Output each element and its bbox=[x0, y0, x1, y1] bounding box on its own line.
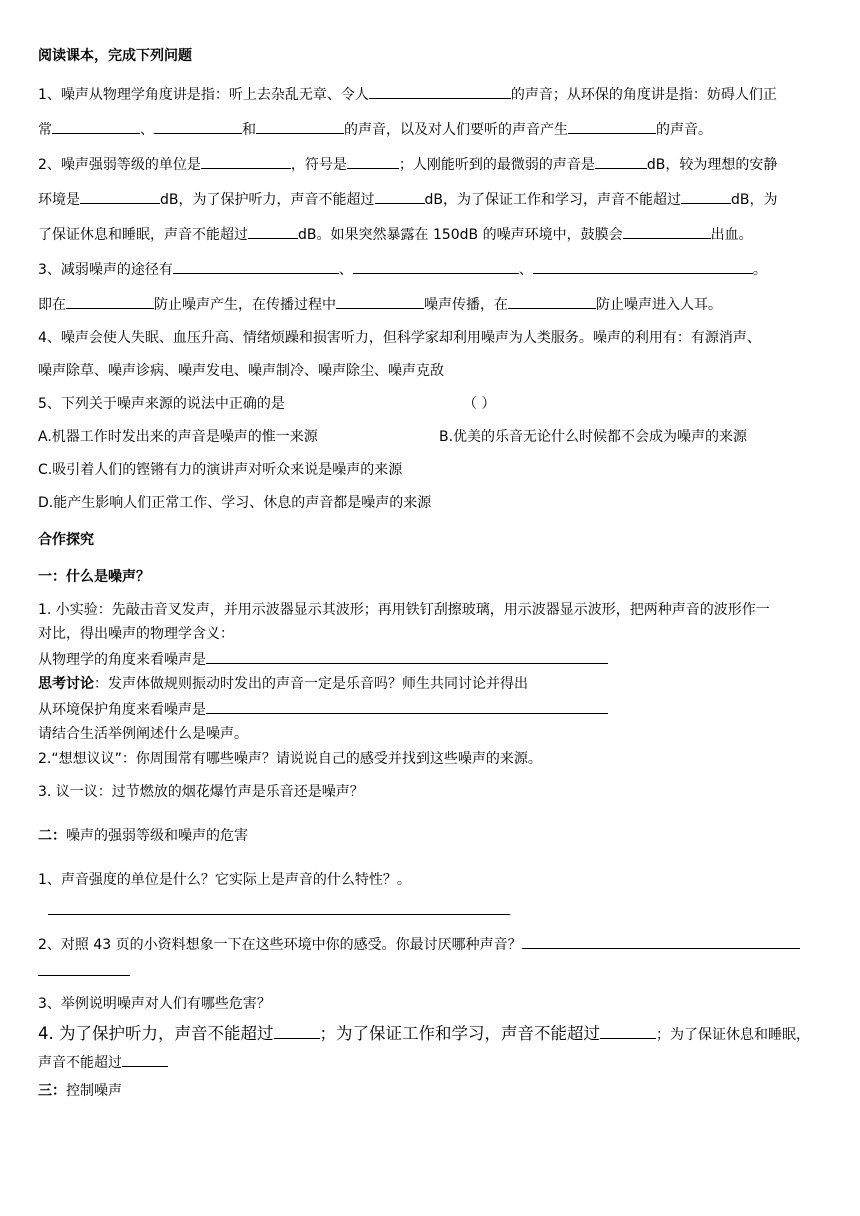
q2-blank-5[interactable] bbox=[375, 188, 425, 204]
q5-option-a[interactable]: A.机器工作时发出来的声音是噪声的惟一来源 bbox=[38, 429, 318, 445]
q3-text-g: 噪声传播，在 bbox=[424, 297, 508, 313]
q2-text-h: dB，为 bbox=[731, 192, 778, 208]
q1-line-2 bbox=[38, 118, 830, 140]
s2-q4-text-c: ；为了保证休息和睡眠， bbox=[656, 1027, 810, 1043]
s1-env-line bbox=[38, 698, 830, 720]
q5-stem-line bbox=[38, 394, 830, 414]
q2-text-f: dB，为了保护听力，声音不能超过 bbox=[160, 192, 375, 208]
s2-q4-blank-2[interactable] bbox=[600, 1023, 656, 1039]
q5-option-c[interactable]: C.吸引着人们的铿锵有力的演讲声对听众来说是噪声的来源 bbox=[38, 462, 403, 478]
read-title: 阅读课本，完成下列问题 bbox=[38, 48, 192, 64]
s1-example-line: 请结合生活举例阐述什么是噪声。 bbox=[38, 726, 248, 742]
s1-think-text: ：发声体做规则振动时发出的声音一定是乐音吗？师生共同讨论并得出 bbox=[94, 676, 528, 692]
q1-blank-3[interactable] bbox=[154, 118, 242, 134]
s2-q4-blank-3[interactable] bbox=[122, 1051, 168, 1067]
s2-q4-blank-1[interactable] bbox=[274, 1023, 320, 1039]
s2-q2-blank[interactable] bbox=[522, 933, 800, 949]
section-3-title bbox=[38, 1081, 830, 1101]
s2-title-bold: 二： bbox=[38, 828, 66, 844]
s1-physics-line bbox=[38, 648, 830, 670]
q2-text-e: 环境是 bbox=[38, 192, 80, 208]
q3-line-1 bbox=[38, 258, 830, 280]
q3-blank-4[interactable] bbox=[66, 293, 154, 309]
s2-q4-line-1 bbox=[38, 1022, 830, 1047]
s2-q1-line: 1、声音强度的单位是什么？它实际上是声音的什么特性？。 bbox=[38, 872, 411, 888]
q4-line-2: 噪声除草、噪声诊病、噪声发电、噪声制冷、噪声除尘、噪声克敌 bbox=[38, 363, 444, 379]
q2-blank-4[interactable] bbox=[80, 188, 160, 204]
s2-q4-text-d: 声音不能超过 bbox=[38, 1055, 122, 1071]
q1-text-b: 的声音；从环保的角度讲是指：妨碍人们正 bbox=[510, 87, 777, 103]
q1-blank-2[interactable] bbox=[52, 118, 140, 134]
q3-line-2 bbox=[38, 293, 830, 315]
q3-text-h: 防止噪声进入人耳。 bbox=[596, 297, 722, 313]
s2-title-rest: 噪声的强弱等级和噪声的危害 bbox=[66, 828, 248, 844]
q2-blank-6[interactable] bbox=[681, 188, 731, 204]
s2-q4-text-b: ；为了保证工作和学习，声音不能超过 bbox=[319, 1024, 600, 1043]
s2-q2-text: 2、对照 43 页的小资料想象一下在这些环境中你的感受。你最讨厌哪种声音？ bbox=[38, 937, 522, 953]
s1-physics-blank[interactable] bbox=[206, 648, 608, 664]
s1-experiment-line-2: 对比，得出噪声的物理学含义： bbox=[38, 626, 234, 642]
q2-blank-3[interactable] bbox=[595, 153, 647, 169]
s1-think-line bbox=[38, 674, 830, 694]
q5-options-ab bbox=[38, 427, 830, 447]
s3-title-rest: 控制噪声 bbox=[66, 1083, 122, 1099]
q2-blank-7[interactable] bbox=[248, 223, 298, 239]
coop-title: 合作探究 bbox=[38, 532, 94, 548]
q5-option-b[interactable]: B.优美的乐音无论什么时候都不会成为噪声的来源 bbox=[439, 429, 748, 445]
q3-text-f: 防止噪声产生，在传播过程中 bbox=[154, 297, 336, 313]
q3-text-c: 、 bbox=[518, 262, 533, 278]
worksheet-page bbox=[38, 46, 830, 1101]
q2-text-g: dB，为了保证工作和学习，声音不能超过 bbox=[424, 192, 681, 208]
q2-line-2 bbox=[38, 188, 830, 210]
q5-stem: 5、下列关于噪声来源的说法中正确的是 bbox=[38, 396, 285, 412]
s1-physics-text: 从物理学的角度来看噪声是 bbox=[38, 652, 206, 668]
s3-title-bold: 三： bbox=[38, 1083, 66, 1099]
s1-think-label: 思考讨论 bbox=[38, 676, 94, 692]
q5-option-d[interactable]: D.能产生影响人们正常工作、学习、休息的声音都是噪声的来源 bbox=[38, 495, 432, 511]
q2-line-1 bbox=[38, 153, 830, 175]
s2-q3-line: 3、举例说明噪声对人们有哪些危害？ bbox=[38, 996, 271, 1012]
q3-text-b: 、 bbox=[338, 262, 353, 278]
s1-q2-line: 2.“想想议议”：你周围常有哪些噪声？请说说自己的感受并找到这些噪声的来源。 bbox=[38, 751, 542, 767]
q1-blank-1[interactable] bbox=[369, 83, 511, 99]
q1-blank-4[interactable] bbox=[256, 118, 344, 134]
s2-q4-text-a: 4. 为了保护听力，声音不能超过 bbox=[38, 1024, 274, 1043]
s1-env-blank[interactable] bbox=[206, 698, 608, 714]
q2-line-3 bbox=[38, 223, 830, 245]
q3-text-e: 即在 bbox=[38, 297, 66, 313]
q3-blank-1[interactable] bbox=[173, 258, 339, 274]
section-2-title bbox=[38, 826, 830, 846]
q3-blank-5[interactable] bbox=[336, 293, 424, 309]
s1-experiment-line-1: 1. 小实验：先敲击音叉发声，并用示波器显示其波形；再用铁钉刮擦玻璃，用示波器显示波形，把两种声音的波形作一 bbox=[38, 602, 770, 618]
s2-q1-answer-area[interactable] bbox=[38, 890, 830, 916]
q2-blank-1[interactable] bbox=[201, 153, 291, 169]
q4-line-1: 4、噪声会使人失眠、血压升高、情绪烦躁和损害听力，但科学家却利用噪声为人类服务。噪声的利用有：有源消声、 bbox=[38, 330, 761, 346]
q2-text-a: 2、噪声强弱等级的单位是 bbox=[38, 157, 201, 173]
q1-text-a: 1、噪声从物理学角度讲是指：听上去杂乱无章、令人 bbox=[38, 87, 369, 103]
q2-text-d: dB，较为理想的安静 bbox=[646, 157, 778, 173]
q1-text-f: 的声音，以及对人们要听的声音产生 bbox=[344, 122, 568, 138]
q3-text-d: 。 bbox=[752, 262, 767, 278]
q2-text-b: ，符号是 bbox=[290, 157, 347, 173]
s2-q2-line bbox=[38, 933, 830, 955]
s2-q4-line-2 bbox=[38, 1051, 830, 1073]
section-1-title: 一：什么是噪声？ bbox=[38, 569, 150, 585]
q2-text-k: 出血。 bbox=[710, 227, 753, 243]
q2-blank-2[interactable] bbox=[347, 153, 399, 169]
s1-q3-line: 3. 议一议：过节燃放的烟花爆竹声是乐音还是噪声？ bbox=[38, 784, 364, 800]
q1-text-c: 常 bbox=[38, 122, 52, 138]
q1-line-1 bbox=[38, 83, 830, 105]
q3-text-a: 3、减弱噪声的途径有 bbox=[38, 262, 173, 278]
s1-env-text: 从环境保护角度来看噪声是 bbox=[38, 702, 206, 718]
q1-text-d: 、 bbox=[140, 122, 154, 138]
q1-blank-5[interactable] bbox=[568, 118, 656, 134]
q2-text-c: ；人刚能听到的最微弱的声音是 bbox=[398, 157, 595, 173]
s2-q1-answer-rule bbox=[48, 914, 510, 915]
s2-q2-answer-rule bbox=[38, 975, 130, 976]
s2-q2-answer-area[interactable] bbox=[38, 955, 830, 977]
q2-text-i: 了保证休息和睡眠，声音不能超过 bbox=[38, 227, 248, 243]
q3-blank-2[interactable] bbox=[353, 258, 519, 274]
q2-blank-8[interactable] bbox=[623, 223, 711, 239]
q2-text-j: dB。如果突然暴露在 150dB 的噪声环境中，鼓膜会 bbox=[298, 227, 623, 243]
q5-answer-paren[interactable]: （ ） bbox=[463, 396, 496, 412]
q3-blank-6[interactable] bbox=[508, 293, 596, 309]
q1-text-e: 和 bbox=[242, 122, 256, 138]
q1-text-g: 的声音。 bbox=[656, 122, 712, 138]
q3-blank-3[interactable] bbox=[533, 258, 753, 274]
